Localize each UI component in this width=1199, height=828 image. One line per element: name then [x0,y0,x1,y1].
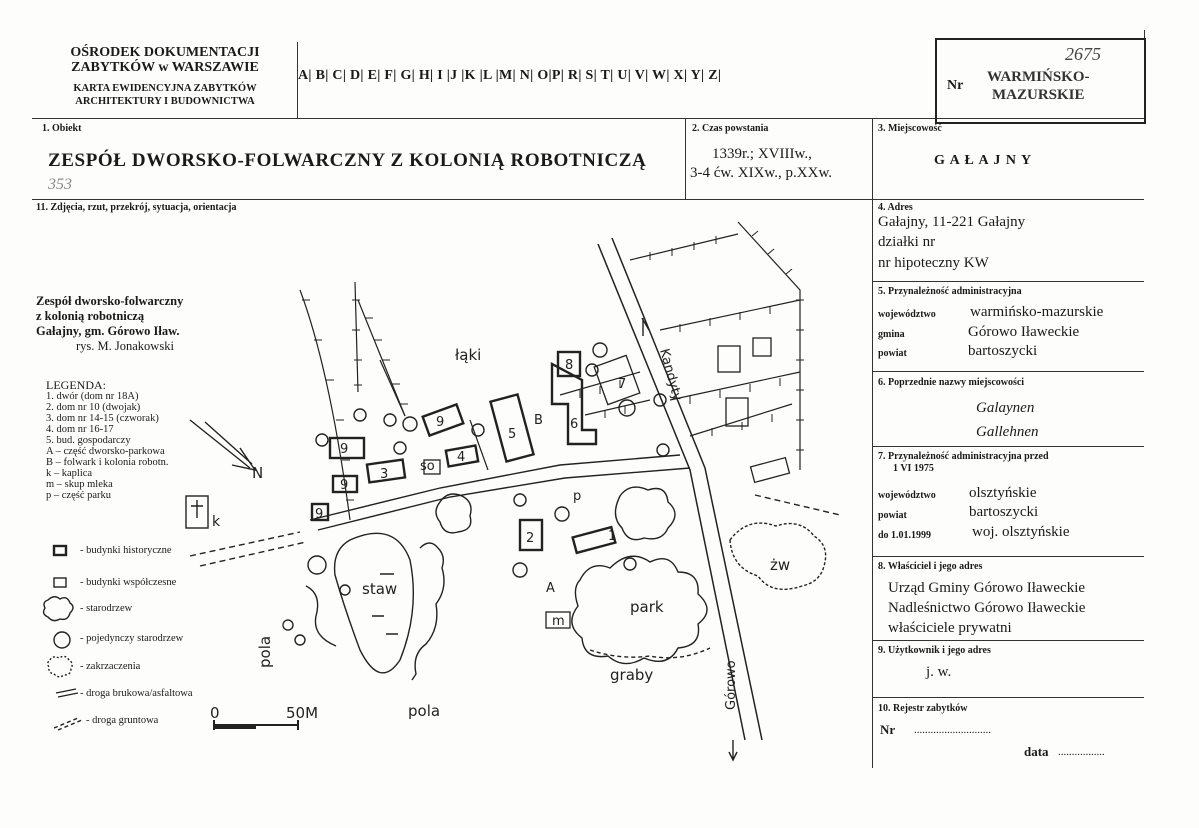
miejscowosc-value: G A Ł A J N Y [934,153,1033,168]
przed-woj-label: województwo [878,490,936,501]
czas-line-2: 3-4 ćw. XIXw., p.XXw. [690,165,833,181]
legend-historic-symbol [54,546,66,555]
label-4: 4 [457,450,466,465]
dirt-road [200,542,306,566]
single-trees [295,343,669,645]
divider [872,118,873,768]
powiat-value: bartoszycki [968,343,1038,359]
divider [872,371,1144,372]
label-B: B [534,413,543,428]
legend-symbol-label: - budynki współczesne [80,577,177,588]
label-p: p [573,489,582,504]
przed-powiat-value: bartoszycki [969,504,1039,520]
przed-do-value: woj. olsztyńskie [972,524,1070,540]
legend-dirt-road-symbol [54,718,82,730]
fence-lines [300,222,800,520]
legend-shrub-symbol [48,656,72,676]
powiat-label: powiat [878,348,907,359]
legend-item: A – część dworsko-parkowa [46,446,165,457]
cross-icon [191,500,203,518]
label-2: 2 [526,531,535,546]
village-road [318,468,690,530]
przed-date-label: 1 VI 1975 [893,463,934,474]
modern-building [751,458,790,483]
divider [872,199,1144,200]
adres-line-3: nr hipoteczny KW [878,255,989,271]
label-A: A [546,581,555,596]
poprzednie-label: 6. Poprzednie nazwy miejscowości [878,377,1025,388]
label-7: 7 [618,377,627,392]
label-9: 9 [340,478,349,493]
czas-label: 2. Czas powstania [692,123,769,134]
uzytkownik-value: j. w. [926,664,952,680]
rejestr-label: 10. Rejestr zabytków [878,703,968,714]
region-name: WARMIŃSKO- MAZURSKIE [987,69,1090,103]
rejestr-nr-label: Nr [880,722,896,737]
pond [335,533,414,673]
legend-item: 5. bud. gospodarczy [46,435,131,446]
label-6: 6 [570,417,579,432]
adres-label: 4. Adres [878,202,913,213]
label-zw: żw [770,556,791,574]
scale-zero: 0 [210,704,220,722]
miejscowosc-label: 3. Miejscowość [878,123,942,134]
przed-do-label: do 1.01.1999 [878,530,932,541]
czas-line-1: 1339r.; XVIIIw., [712,146,812,162]
wlasciciel-1: Urząd Gminy Górowo Iławeckie [888,580,1086,596]
label-8: 8 [565,358,574,373]
label-park: park [630,598,664,616]
legend-item: 1. dwór (dom nr 18A) [46,391,139,402]
label-9: 9 [436,415,445,430]
obiekt-label: 1. Obiekt [42,123,82,134]
legend-oldtrees-symbol [44,597,73,621]
label-so: so [420,459,435,474]
legend-modern-symbol [54,578,66,587]
legend-symbol-label: - starodrzew [80,603,133,614]
legend-item: 3. dom nr 14-15 (czworak) [46,413,159,424]
legend-item: p – część parku [46,490,112,501]
legend-item: 2. dom nr 10 (dwojak) [46,402,141,413]
legend-symbol-label: - pojedynczy starodrzew [80,633,184,644]
area-labels [256,346,790,720]
data-label: data [1024,744,1049,759]
data-field[interactable]: ................. [1058,746,1105,758]
zdjecia-label: 11. Zdjęcia, rzut, przekrój, sytuacja, orientacja [36,202,237,213]
handwritten-note: 353 [48,176,72,193]
north-arrow [190,420,255,470]
legend-item: B – folwark i kolonia robotn. [46,457,169,468]
legend-symbol-label: - droga gruntowa [86,715,159,726]
label-5: 5 [508,427,517,442]
village-road [310,455,680,520]
uzytkownik-label: 9. Użytkownik i jego adres [878,645,991,656]
woj-value: warmińsko-mazurskie [970,304,1104,320]
divider [685,118,686,199]
legend-item: k – kaplica [46,468,93,479]
card-type: KARTA EWIDENCYJNA ZABYTKÓW ARCHITEKTURY I BUDOWNICTWA [73,83,257,107]
alphabet-index: A| B| C| D| E| F| G| H| I |J |K |L |M| N| O|P| R| S| T| U| V| W| X| Y| Z| [298,68,722,83]
handwritten-number: 2675 [1065,44,1101,64]
legend-symbol-label: - zakrzaczenia [80,661,141,672]
label-3: 3 [380,467,389,482]
legend-item: m – skup mleka [46,479,113,490]
divider [872,697,1144,698]
legend-title: LEGENDA: [46,378,106,392]
wlasciciel-2: Nadleśnictwo Górowo Iławeckie [888,600,1086,616]
legend-single-tree-symbol [54,632,70,648]
przed-powiat-label: powiat [878,510,907,521]
divider [872,281,1144,282]
legend-item: 4. dom nr 16-17 [46,424,114,435]
woj-label: województwo [878,309,936,320]
wlasciciel-label: 8. Właściciel i jego adres [878,561,983,572]
label-staw: staw [362,580,398,598]
institution-name: OŚRODEK DOKUMENTACJI ZABYTKÓW w WARSZAWIE [70,45,260,75]
site-plan [0,212,872,768]
wlasciciel-3: właściciele prywatni [888,620,1012,636]
legend-symbol-label: - droga brukowa/asfaltowa [80,688,193,699]
road-arrow-icon [729,740,737,760]
label-9: 9 [315,507,324,522]
divider [872,446,1144,447]
label-graby: graby [610,666,654,684]
modern-building [718,346,740,372]
dirt-road [755,495,840,515]
region-stamp [935,38,1146,124]
poprzednie-2: Gallehnen [976,424,1039,440]
chapel-label: k [212,514,221,530]
adres-line-2: działki nr [878,234,936,250]
rejestr-nr-field[interactable]: ............................ [914,724,991,736]
legend-paved-road-symbol [56,689,78,697]
przynaleznosc-label: 5. Przynależność administracyjna [878,286,1022,297]
gmina-label: gmina [878,329,905,340]
poprzednie-1: Galaynen [976,400,1035,416]
label-pola: pola [408,702,441,720]
gmina-value: Górowo Iławeckie [968,324,1080,340]
divider [872,556,1144,557]
map-caption: Zespół dworsko-folwarczny z kolonią robotniczą Gałajny, gm. Górowo Iław. rys. M. Jonakowski [36,294,184,353]
przed-label: 7. Przynależność administracyjna przed [878,451,1049,462]
divider [872,640,1144,641]
przed-woj-value: olsztyńskie [969,485,1037,501]
road-label-kandyty: Kandyty [656,347,685,403]
road-label-gorowo: Górowo [724,660,739,710]
object-title: ZESPÓŁ DWORSKO-FOLWARCZNY Z KOLONIĄ ROBOTNICZĄ [48,150,647,171]
adres-line-1: Gałajny, 11-221 Gałajny [878,214,1026,230]
label-m: m [552,614,565,629]
label-9: 9 [340,442,349,457]
label-laki: łąki [455,346,482,364]
field-mark [283,620,293,630]
scale-50m: 50M [286,704,319,722]
modern-building [753,338,771,356]
park-trees [615,487,675,540]
legend-symbol-label: - budynki historyczne [80,545,172,556]
building-7 [594,355,640,404]
north-label: N [252,464,264,482]
label-pola: pola [256,635,274,668]
divider [32,199,872,200]
dirt-road [190,532,300,556]
shrub-outline [306,543,444,680]
stamp-nr-label: Nr [947,78,964,93]
label-1: 1 [608,529,617,544]
tree-cluster [436,494,471,533]
